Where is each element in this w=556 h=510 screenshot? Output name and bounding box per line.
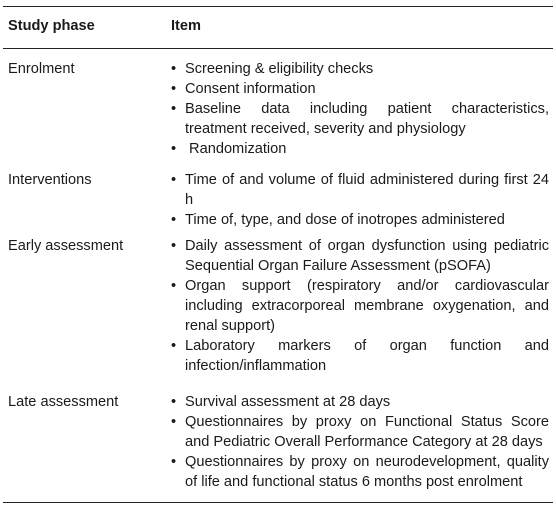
list-item: • Randomization xyxy=(171,141,287,157)
bullet-icon: • xyxy=(171,172,177,188)
item-list xyxy=(171,392,549,492)
bullet-icon: • xyxy=(171,212,177,228)
bullet-icon: • xyxy=(171,414,177,430)
item-list xyxy=(171,170,549,230)
list-item: • Baseline data including patient characteristics, treatment received, severity and physiology xyxy=(171,101,549,137)
bullet-icon: • xyxy=(171,141,177,157)
list-item: • Questionnaires by proxy on Functional Status Score and Pediatric Overall Performance Category at 28 days xyxy=(171,414,549,450)
bullet-icon: • xyxy=(171,61,177,77)
phase-label: Enrolment xyxy=(8,61,75,77)
list-item: • Laboratory markers of organ function and infection/inflammation xyxy=(171,338,549,374)
header-bottom-rule xyxy=(3,48,553,49)
item-list xyxy=(171,236,549,376)
list-item: • Time of and volume of fluid administered during first 24 h xyxy=(171,172,549,208)
list-item: • Screening & eligibility checks xyxy=(171,61,374,77)
item-list xyxy=(171,59,549,159)
list-item: • Consent information xyxy=(171,81,316,97)
list-item: • Daily assessment of organ dysfunction using pediatric Sequential Organ Failure Assessment (pSOFA) xyxy=(171,238,549,274)
bullet-icon: • xyxy=(171,338,177,354)
table-bottom-rule xyxy=(3,502,553,503)
list-item: • Questionnaires by proxy on neurodevelopment, quality of life and functional status 6 months post enrolment xyxy=(171,454,549,490)
bullet-icon: • xyxy=(171,278,177,294)
phase-label: Interventions xyxy=(8,172,92,188)
bullet-icon: • xyxy=(171,238,177,254)
bullet-icon: • xyxy=(171,454,177,470)
header-item: Item xyxy=(171,18,202,34)
bullet-icon: • xyxy=(171,81,177,97)
bullet-icon: • xyxy=(171,101,177,117)
table-header xyxy=(3,6,553,48)
phase-label: Early assessment xyxy=(8,238,124,254)
list-item: • Organ support (respiratory and/or cardiovascular including extracorporeal membrane oxygenation, and renal support) xyxy=(171,278,549,334)
phase-label: Late assessment xyxy=(8,394,119,410)
list-item: • Time of, type, and dose of inotropes administered xyxy=(171,212,505,228)
bullet-icon: • xyxy=(171,394,177,410)
header-study-phase: Study phase xyxy=(8,18,95,34)
list-item: • Survival assessment at 28 days xyxy=(171,394,391,410)
